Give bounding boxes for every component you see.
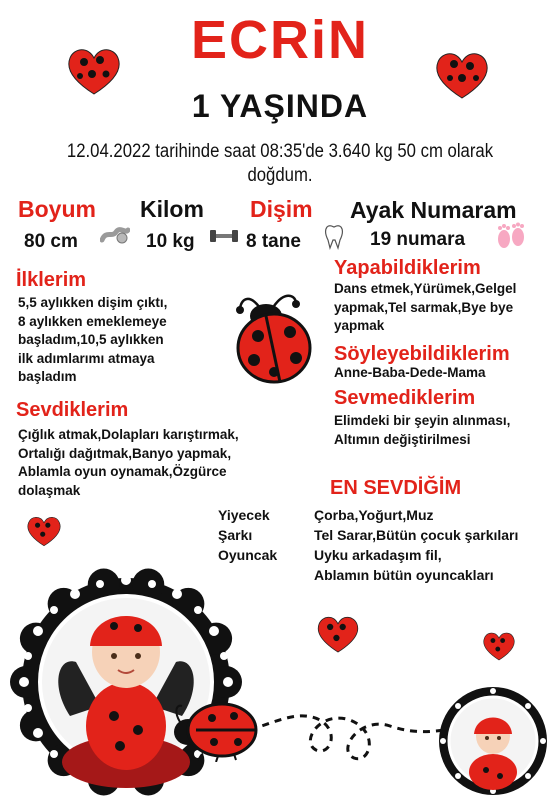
text-line: Çığlık atmak,Dolapları karıştırmak, xyxy=(18,427,239,442)
text-line: yapmak xyxy=(334,318,385,333)
text-line: dolaşmak xyxy=(18,482,81,498)
text-line: Ortalığı dağıtmak,Banyo yapmak, xyxy=(18,445,232,461)
tape-measure-icon xyxy=(100,224,130,246)
firsts-title: İlklerim xyxy=(16,269,87,291)
stat-shoe-value: 19 numara xyxy=(370,229,466,250)
stat-height-label: Boyum xyxy=(18,196,96,222)
favorite-food-label: Yiyecek xyxy=(218,507,270,523)
stat-height-value: 80 cm xyxy=(24,231,78,252)
likes-text xyxy=(18,426,239,500)
text-line: 5,5 aylıkken dişim çıktı, xyxy=(18,295,168,310)
favorite-song-value: Tel Sarar,Bütün çocuk şarkıları xyxy=(314,527,519,543)
photo-frame-small xyxy=(436,684,550,798)
ladybug-icon xyxy=(220,288,324,388)
favorite-song-label: Şarkı xyxy=(218,527,253,543)
birth-note: 12.04.2022 tarihinde saat 08:35'de 3.640 kg 50 cm olarak doğdum. xyxy=(66,141,494,186)
can-do-title: Yapabildiklerim xyxy=(334,257,481,279)
likes-title: Sevdiklerim xyxy=(16,399,129,421)
firsts-text xyxy=(18,294,167,387)
text-line: Elimdeki bir şeyin alınması, xyxy=(334,413,511,428)
ladybug-heart-icon xyxy=(26,514,62,548)
text-line: başladım xyxy=(18,369,77,384)
photo-frame-large xyxy=(10,566,242,798)
dislikes-text xyxy=(334,412,510,449)
text-line: Altımın değiştirilmesi xyxy=(334,431,471,447)
text-line: Dans etmek,Yürümek,Gelgel xyxy=(334,281,517,296)
text-line: ilk adımlarımı atmaya xyxy=(18,350,155,366)
text-line: Ablamla oyun oynamak,Özgürce xyxy=(18,464,227,479)
stat-weight-label: Kilom xyxy=(140,196,204,222)
can-say-title: Söyleyebildiklerim xyxy=(334,343,510,365)
text-line: yapmak,Tel sarmak,Bye bye xyxy=(334,299,514,315)
favorites-title: EN SEVDİĞİM xyxy=(330,477,462,499)
stat-teeth-value: 8 tane xyxy=(246,231,301,252)
text-line: Anne-Baba-Dede-Mama xyxy=(334,365,486,380)
baby-feet-icon xyxy=(494,222,528,250)
child-name: ECRiN xyxy=(190,10,369,70)
ladybug-heart-icon xyxy=(316,614,360,654)
stat-teeth-label: Dişim xyxy=(250,196,313,222)
favorite-food-value: Çorba,Yoğurt,Muz xyxy=(314,507,434,523)
text-line: 8 aylıkken emeklemeye xyxy=(18,313,167,329)
ladybug-flying-icon xyxy=(172,696,262,762)
can-say-text xyxy=(334,364,486,383)
stat-weight-value: 10 kg xyxy=(146,231,195,252)
stat-shoe-label: Ayak Numaram xyxy=(350,197,517,223)
dumbbell-icon xyxy=(208,226,240,246)
favorite-toy-value: Uyku arkadaşım fil, xyxy=(314,547,442,563)
ladybug-heart-icon xyxy=(482,630,516,662)
can-do-text xyxy=(334,280,516,336)
text-line: başladım,10,5 aylıkken xyxy=(18,332,164,347)
favorite-toy-label: Oyuncak xyxy=(218,547,278,563)
favorite-toy-value-2: Ablamın bütün oyuncakları xyxy=(314,567,494,583)
tooth-icon xyxy=(324,224,344,250)
dislikes-title: Sevmediklerim xyxy=(334,387,476,409)
age-title: 1 YAŞINDA xyxy=(191,88,369,124)
